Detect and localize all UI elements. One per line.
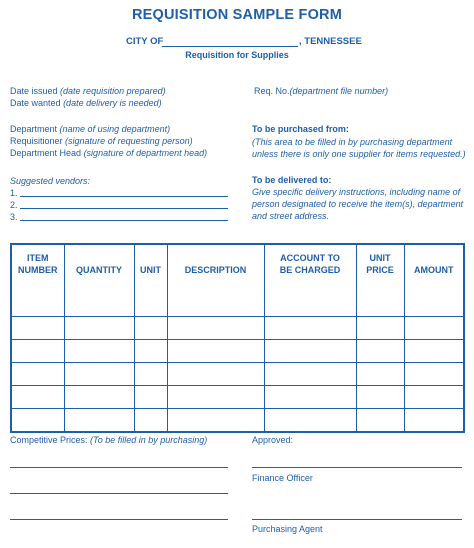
city-label: CITY OF — [126, 36, 164, 47]
table-cell[interactable] — [356, 340, 404, 363]
table-cell[interactable] — [356, 386, 404, 409]
header-unit — [134, 244, 167, 317]
table-row — [11, 363, 464, 386]
department-head-label: Department Head — [10, 148, 82, 158]
table-cell[interactable] — [11, 386, 64, 409]
table-cell[interactable] — [64, 317, 134, 340]
header-account-line-2: BE CHARGED — [279, 265, 341, 275]
req-no-field — [254, 86, 388, 96]
header-account-line-1: ACCOUNT TO — [280, 253, 340, 263]
table-cell[interactable] — [264, 386, 356, 409]
header-quantity-text: QUANTITY — [76, 265, 122, 275]
header-unit-price — [356, 244, 404, 317]
vendor-1-number: 1. — [10, 188, 18, 198]
date-wanted-field — [10, 98, 162, 108]
department-hint: (name of using department) — [59, 124, 171, 134]
table-cell[interactable] — [356, 317, 404, 340]
competitive-prices-label: Competitive Prices: — [10, 435, 88, 445]
department-field — [10, 124, 170, 134]
delivered-to-hint-line-1: Give specific delivery instructions, including name of — [252, 187, 461, 197]
table-row — [11, 409, 464, 433]
competitive-prices-hint: (To be filled in by purchasing) — [90, 435, 208, 445]
date-issued-field — [10, 86, 166, 96]
table-row — [11, 340, 464, 363]
date-wanted-hint: (date delivery is needed) — [63, 98, 162, 108]
table-cell[interactable] — [64, 386, 134, 409]
header-unit-price-line-2: PRICE — [366, 265, 394, 275]
department-head-hint: (signature of department head) — [83, 148, 208, 158]
header-item-number — [11, 244, 64, 317]
purchasing-agent-signature-line[interactable] — [252, 519, 462, 520]
table-cell[interactable] — [64, 340, 134, 363]
table-header-row — [11, 244, 464, 317]
table-cell[interactable] — [11, 363, 64, 386]
table-cell[interactable] — [134, 409, 167, 433]
table-cell[interactable] — [264, 363, 356, 386]
delivered-to-hint-line-2: person designated to receive the item(s), department — [252, 199, 464, 209]
competitive-prices-field — [10, 435, 207, 445]
department-label: Department — [10, 124, 58, 134]
table-cell[interactable] — [264, 317, 356, 340]
table-cell[interactable] — [134, 386, 167, 409]
table-cell[interactable] — [167, 340, 264, 363]
table-cell[interactable] — [356, 409, 404, 433]
header-item-number-line-2: NUMBER — [18, 265, 58, 275]
table-cell[interactable] — [11, 317, 64, 340]
table-cell[interactable] — [404, 386, 464, 409]
header-unit-text: UNIT — [140, 265, 161, 275]
vendor-3-number: 3. — [10, 212, 18, 222]
table-cell[interactable] — [356, 363, 404, 386]
competitive-price-line-2[interactable] — [10, 493, 228, 494]
competitive-price-line-1[interactable] — [10, 467, 228, 468]
table-row — [11, 386, 464, 409]
date-issued-hint: (date requisition prepared) — [60, 86, 166, 96]
date-issued-label: Date issued — [10, 86, 58, 96]
table-cell[interactable] — [404, 363, 464, 386]
table-cell[interactable] — [264, 340, 356, 363]
items-table — [10, 243, 465, 433]
purchased-from-label: To be purchased from: — [252, 124, 349, 134]
req-no-hint: (department file number) — [289, 86, 389, 96]
vendor-2-number: 2. — [10, 200, 18, 210]
finance-officer-signature-line[interactable] — [252, 467, 462, 468]
delivered-to-hint-line-3: and street address. — [252, 211, 330, 221]
table-cell[interactable] — [134, 363, 167, 386]
approved-label: Approved: — [252, 435, 294, 445]
requisitioner-hint: (signature of requesting person) — [65, 136, 193, 146]
table-cell[interactable] — [11, 340, 64, 363]
table-cell[interactable] — [404, 409, 464, 433]
header-unit-price-line-1: UNIT — [369, 253, 391, 263]
header-amount — [404, 244, 464, 317]
requisitioner-field — [10, 136, 193, 146]
purchased-from-hint-line-2: unless there is only one supplier for items requested.) — [252, 149, 466, 159]
form-subtitle: Requisition for Supplies — [185, 50, 289, 60]
purchased-from-hint-line-1: (This area to be filled in by purchasing department — [252, 137, 453, 147]
table-cell[interactable] — [167, 317, 264, 340]
state-label: , TENNESSEE — [299, 36, 362, 47]
vendor-3-line[interactable] — [20, 220, 228, 221]
suggested-vendors-label: Suggested vendors: — [10, 176, 91, 186]
city-name-line[interactable] — [162, 46, 298, 47]
header-description — [167, 244, 264, 317]
vendor-1-line[interactable] — [20, 196, 228, 197]
table-cell[interactable] — [167, 386, 264, 409]
table-cell[interactable] — [11, 409, 64, 433]
department-head-field — [10, 148, 207, 158]
table-cell[interactable] — [404, 340, 464, 363]
req-no-label: Req. No. — [254, 86, 290, 96]
header-account — [264, 244, 356, 317]
header-quantity — [64, 244, 134, 317]
date-wanted-label: Date wanted — [10, 98, 61, 108]
finance-officer-label: Finance Officer — [252, 473, 313, 483]
table-cell[interactable] — [134, 340, 167, 363]
form-title: REQUISITION SAMPLE FORM — [131, 7, 343, 23]
delivered-to-label: To be delivered to: — [252, 175, 332, 185]
table-cell[interactable] — [167, 409, 264, 433]
table-cell[interactable] — [134, 317, 167, 340]
table-cell[interactable] — [264, 409, 356, 433]
purchasing-agent-label: Purchasing Agent — [252, 524, 323, 534]
table-row — [11, 317, 464, 340]
table-cell[interactable] — [64, 363, 134, 386]
table-cell[interactable] — [64, 409, 134, 433]
header-item-number-line-1: ITEM — [27, 253, 49, 263]
table-cell[interactable] — [404, 317, 464, 340]
table-cell[interactable] — [167, 363, 264, 386]
header-amount-text: AMOUNT — [414, 265, 454, 275]
header-description-text: DESCRIPTION — [184, 265, 247, 275]
vendor-2-line[interactable] — [20, 208, 228, 209]
competitive-price-line-3[interactable] — [10, 519, 228, 520]
requisitioner-label: Requisitioner — [10, 136, 63, 146]
